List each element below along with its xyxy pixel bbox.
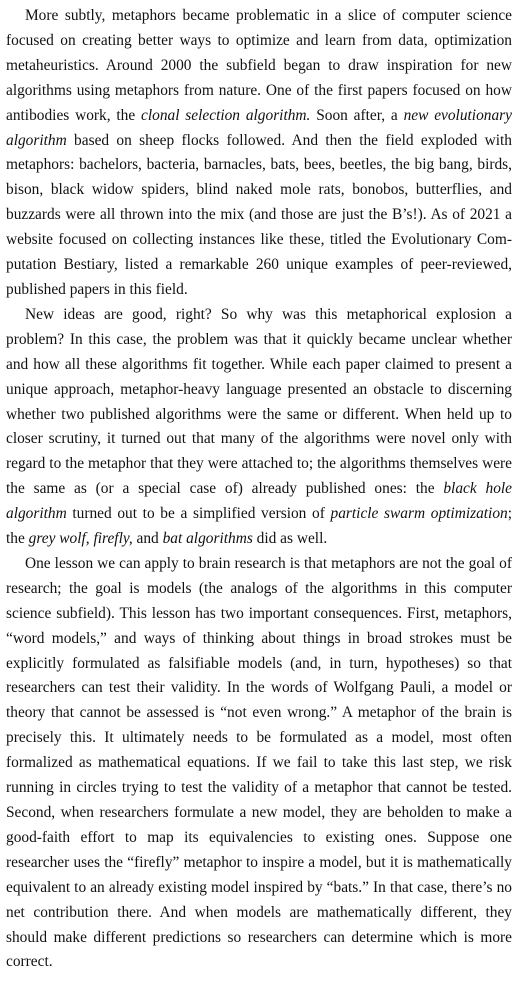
- italic-term: grey wolf, firefly,: [28, 530, 133, 548]
- text-run: Soon after, a: [310, 106, 404, 124]
- italic-term: black hole algorithm: [6, 480, 512, 523]
- text-run: New ideas are good, right? So why was this metaphorical explosion a problem? In this case, the problem was that it quickly became unclear whether and how all these algorithms fit together. While each paper claimed to present a unique approach, metaphor-heavy language presented an obstacle to discerning whether two published algorithms were the same or different. When held up to closer scrutiny, it turned out that many of the algorithms were novel only with regard to the metaphor that they were attached to; the algorithms themselves were the same as (or a special case of) already published ones: the: [6, 305, 512, 498]
- text-run: turned out to be a simplified version of: [66, 505, 331, 523]
- italic-term: particle swarm optimization: [330, 505, 508, 523]
- italic-term: bat algorithms: [162, 530, 253, 548]
- paragraph-metaphors-in-optimization: [6, 4, 512, 303]
- cut-off-previous-line: [6, 0, 512, 4]
- document-page: [6, 0, 512, 1000]
- italic-term: new evolutionary algorithm: [6, 106, 512, 149]
- italic-term: clonal selection algorithm.: [141, 106, 311, 124]
- text-run: ; the: [6, 505, 512, 548]
- paragraph-lesson-for-brain-research: [6, 552, 512, 975]
- paragraph-metaphorical-explosion: [6, 303, 512, 552]
- text-run: One lesson we can apply to brain research is that metaphors are not the goal of research; the goal is models (the analogs of the algorithms in this computer science subfield). This lesson has two important consequences. First, metaphors, “word models,” and ways of thinking about things in broad strokes must be explicitly formulated as falsifiable models (and, in turn, hypotheses) so that researchers can test their validity. In the words of Wolfgang Pauli, a model or theory that cannot be assessed is “not even wrong.” A metaphor of the brain is precisely this. It ultimately needs to be formulated as a model, most often formalized as mathematical equations. If we fail to take this last step, we risk running in circles trying to test the validity of a metaphor that cannot be tested. Second, when researchers formulate a new model, they are beholden to make a good-faith effort to map its equivalencies to existing ones. Suppose one researcher uses the “firefly” metaphor to inspire a model, but it is mathematically equivalent to an already existing model inspired by “bats.” In that case, there’s no net contribution there. And when models are mathematically different, they should make different predictions so researchers can determine which is more correct.: [6, 554, 512, 971]
- text-run: More subtly, metaphors became problematic in a slice of computer science focused on creating better ways to optimize and learn from data, optimization metaheuristics. Around 2000 the subfield began to draw inspiration for new algorithms using metaphors from nature. One of the first papers focused on how antibodies work, the: [6, 7, 512, 124]
- text-run: did as well.: [252, 530, 328, 548]
- text-run: and: [132, 530, 163, 548]
- text-run: based on sheep flocks followed. And then the field exploded with metaphors: bachelors, bacteria, barnacles, bats, bees, beetles, the big bang, birds, bison, black widow spiders, blind naked mole rats, bonobos, butterflies, and buzzards were all thrown into the mix (and those are just the B’s!). As of 2021 a website focused on collecting instances like these, titled the Evolutionary Computation Bestiary, listed a remarkable 260 unique examples of peer-reviewed, published papers in this field.: [6, 131, 512, 298]
